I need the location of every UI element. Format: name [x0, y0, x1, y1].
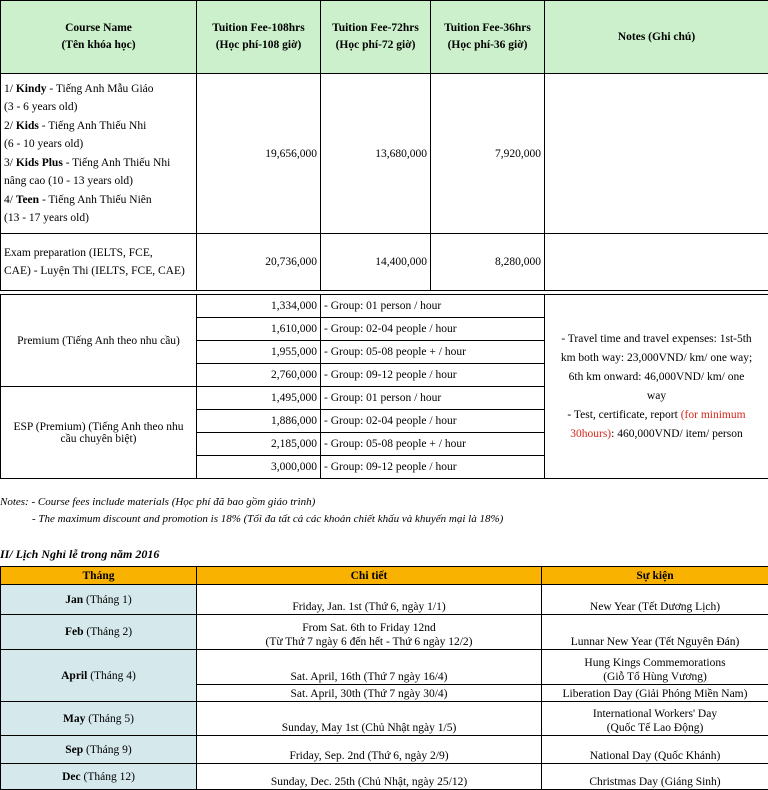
level-item: 1/ Kindy - Tiếng Anh Mẫu Giáo — [4, 80, 196, 99]
header-fee-36: Tuition Fee-36hrs (Học phí-36 giờ) — [431, 1, 545, 74]
holiday-detail: Sat. April, 30th (Thứ 7 ngày 30/4) — [197, 685, 542, 702]
header-course-name: Course Name (Tên khóa học) — [1, 1, 197, 74]
holiday-month: Feb (Tháng 2) — [1, 615, 197, 650]
holiday-event: Hung Kings Commemorations (Giỗ Tổ Hùng Vương) — [542, 650, 768, 685]
level-age: (6 - 10 years old) — [4, 135, 196, 154]
premium-notes: - Travel time and travel expenses: 1st-5th km both way: 23,000VND/ km/ one way; 6th km onward: 46,000VND/ km/ one way - Test, certificate, report (for minimum 30hours): 460,000VND/ item/ person — [545, 295, 768, 479]
esp-price: 3,000,000 — [197, 456, 321, 479]
premium-price: 1,610,000 — [197, 318, 321, 341]
holiday-row — [1, 615, 768, 650]
holiday-month: May (Tháng 5) — [1, 702, 197, 736]
holiday-month: Jan (Tháng 1) — [1, 585, 197, 615]
header-fee-72: Tuition Fee-72hrs (Học phí-72 giờ) — [321, 1, 431, 74]
level-item: 3/ Kids Plus - Tiếng Anh Thiếu Nhi — [4, 154, 196, 173]
holiday-row — [1, 650, 768, 685]
premium-group: - Group: 02-04 people / hour — [321, 318, 545, 341]
holiday-month: Dec (Tháng 12) — [1, 764, 197, 790]
holiday-row — [1, 736, 768, 764]
general-english-row — [1, 74, 768, 234]
holiday-table — [0, 566, 768, 790]
esp-group: - Group: 05-08 people + / hour — [321, 433, 545, 456]
holiday-detail: Friday, Sep. 2nd (Thứ 6, ngày 2/9) — [197, 736, 542, 764]
premium-group: - Group: 09-12 people / hour — [321, 364, 545, 387]
holiday-section-title: II/ Lịch Nghỉ lễ trong năm 2016 — [0, 547, 159, 562]
header-fee-108: Tuition Fee-108hrs (Học phí-108 giờ) — [197, 1, 321, 74]
holiday-detail: Friday, Jan. 1st (Thứ 6, ngày 1/1) — [197, 585, 542, 615]
premium-price: 2,760,000 — [197, 364, 321, 387]
holiday-event: New Year (Tết Dương Lịch) — [542, 585, 768, 615]
holiday-detail: Sunday, May 1st (Chủ Nhật ngày 1/5) — [197, 702, 542, 736]
esp-price: 1,886,000 — [197, 410, 321, 433]
holiday-event: National Day (Quốc Khánh) — [542, 736, 768, 764]
holiday-detail: Sat. April, 16th (Thứ 7 ngày 16/4) — [197, 650, 542, 685]
tuition-header-row — [1, 1, 768, 74]
note-line: - The maximum discount and promotion is 18% (Tối đa tất cả các khoản chiết khấu và khuyến mại là 18%) — [0, 511, 768, 528]
holiday-month: Sep (Tháng 9) — [1, 736, 197, 764]
exam-fee-72: 14,400,000 — [321, 234, 431, 291]
general-notes-empty — [545, 74, 768, 234]
general-fee-72: 13,680,000 — [321, 74, 431, 234]
level-item: 2/ Kids - Tiếng Anh Thiếu Nhi — [4, 117, 196, 136]
holiday-detail: Sunday, Dec. 25th (Chủ Nhật, ngày 25/12) — [197, 764, 542, 790]
exam-fee-108: 20,736,000 — [197, 234, 321, 291]
esp-price: 2,185,000 — [197, 433, 321, 456]
premium-price: 1,955,000 — [197, 341, 321, 364]
esp-name: ESP (Premium) (Tiếng Anh theo nhu cầu chuyên biệt) — [1, 387, 197, 479]
esp-group: - Group: 02-04 people / hour — [321, 410, 545, 433]
premium-name: Premium (Tiếng Anh theo nhu cầu) — [1, 295, 197, 387]
note-line: Notes: - Course fees include materials (Học phí đã bao gồm giáo trình) — [0, 494, 768, 511]
esp-group: - Group: 09-12 people / hour — [321, 456, 545, 479]
holiday-row — [1, 702, 768, 736]
holiday-header-row — [1, 567, 768, 585]
exam-notes-empty — [545, 234, 768, 291]
level-age: nâng cao (10 - 13 years old) — [4, 172, 196, 191]
exam-prep-row — [1, 234, 768, 291]
general-fee-36: 7,920,000 — [431, 74, 545, 234]
premium-price: 1,334,000 — [197, 295, 321, 318]
header-event: Sự kiện — [542, 567, 768, 585]
esp-price: 1,495,000 — [197, 387, 321, 410]
holiday-event: Liberation Day (Giải Phóng Miền Nam) — [542, 685, 768, 702]
premium-group: - Group: 05-08 people + / hour — [321, 341, 545, 364]
holiday-event: Christmas Day (Giáng Sinh) — [542, 764, 768, 790]
holiday-row — [1, 585, 768, 615]
premium-row — [1, 295, 768, 318]
level-age: (13 - 17 years old) — [4, 209, 196, 228]
general-fee-108: 19,656,000 — [197, 74, 321, 234]
fee-notes — [0, 494, 768, 528]
holiday-event: Lunnar New Year (Tết Nguyên Đán) — [542, 615, 768, 650]
header-notes: Notes (Ghi chú) — [545, 1, 768, 74]
header-month: Tháng — [1, 567, 197, 585]
exam-prep-name: Exam preparation (IELTS, FCE, CAE) - Luyện Thi (IELTS, FCE, CAE) — [1, 234, 197, 291]
premium-group: - Group: 01 person / hour — [321, 295, 545, 318]
exam-fee-36: 8,280,000 — [431, 234, 545, 291]
header-detail: Chi tiết — [197, 567, 542, 585]
level-list — [1, 74, 197, 234]
level-item: 4/ Teen - Tiếng Anh Thiếu Niên — [4, 191, 196, 210]
holiday-detail: From Sat. 6th to Friday 12nd (Từ Thứ 7 ngày 6 đến hết - Thứ 6 ngày 12/2) — [197, 615, 542, 650]
holiday-month: April (Tháng 4) — [1, 650, 197, 702]
holiday-event: International Workers' Day (Quốc Tế Lao Động) — [542, 702, 768, 736]
esp-group: - Group: 01 person / hour — [321, 387, 545, 410]
level-age: (3 - 6 years old) — [4, 98, 196, 117]
